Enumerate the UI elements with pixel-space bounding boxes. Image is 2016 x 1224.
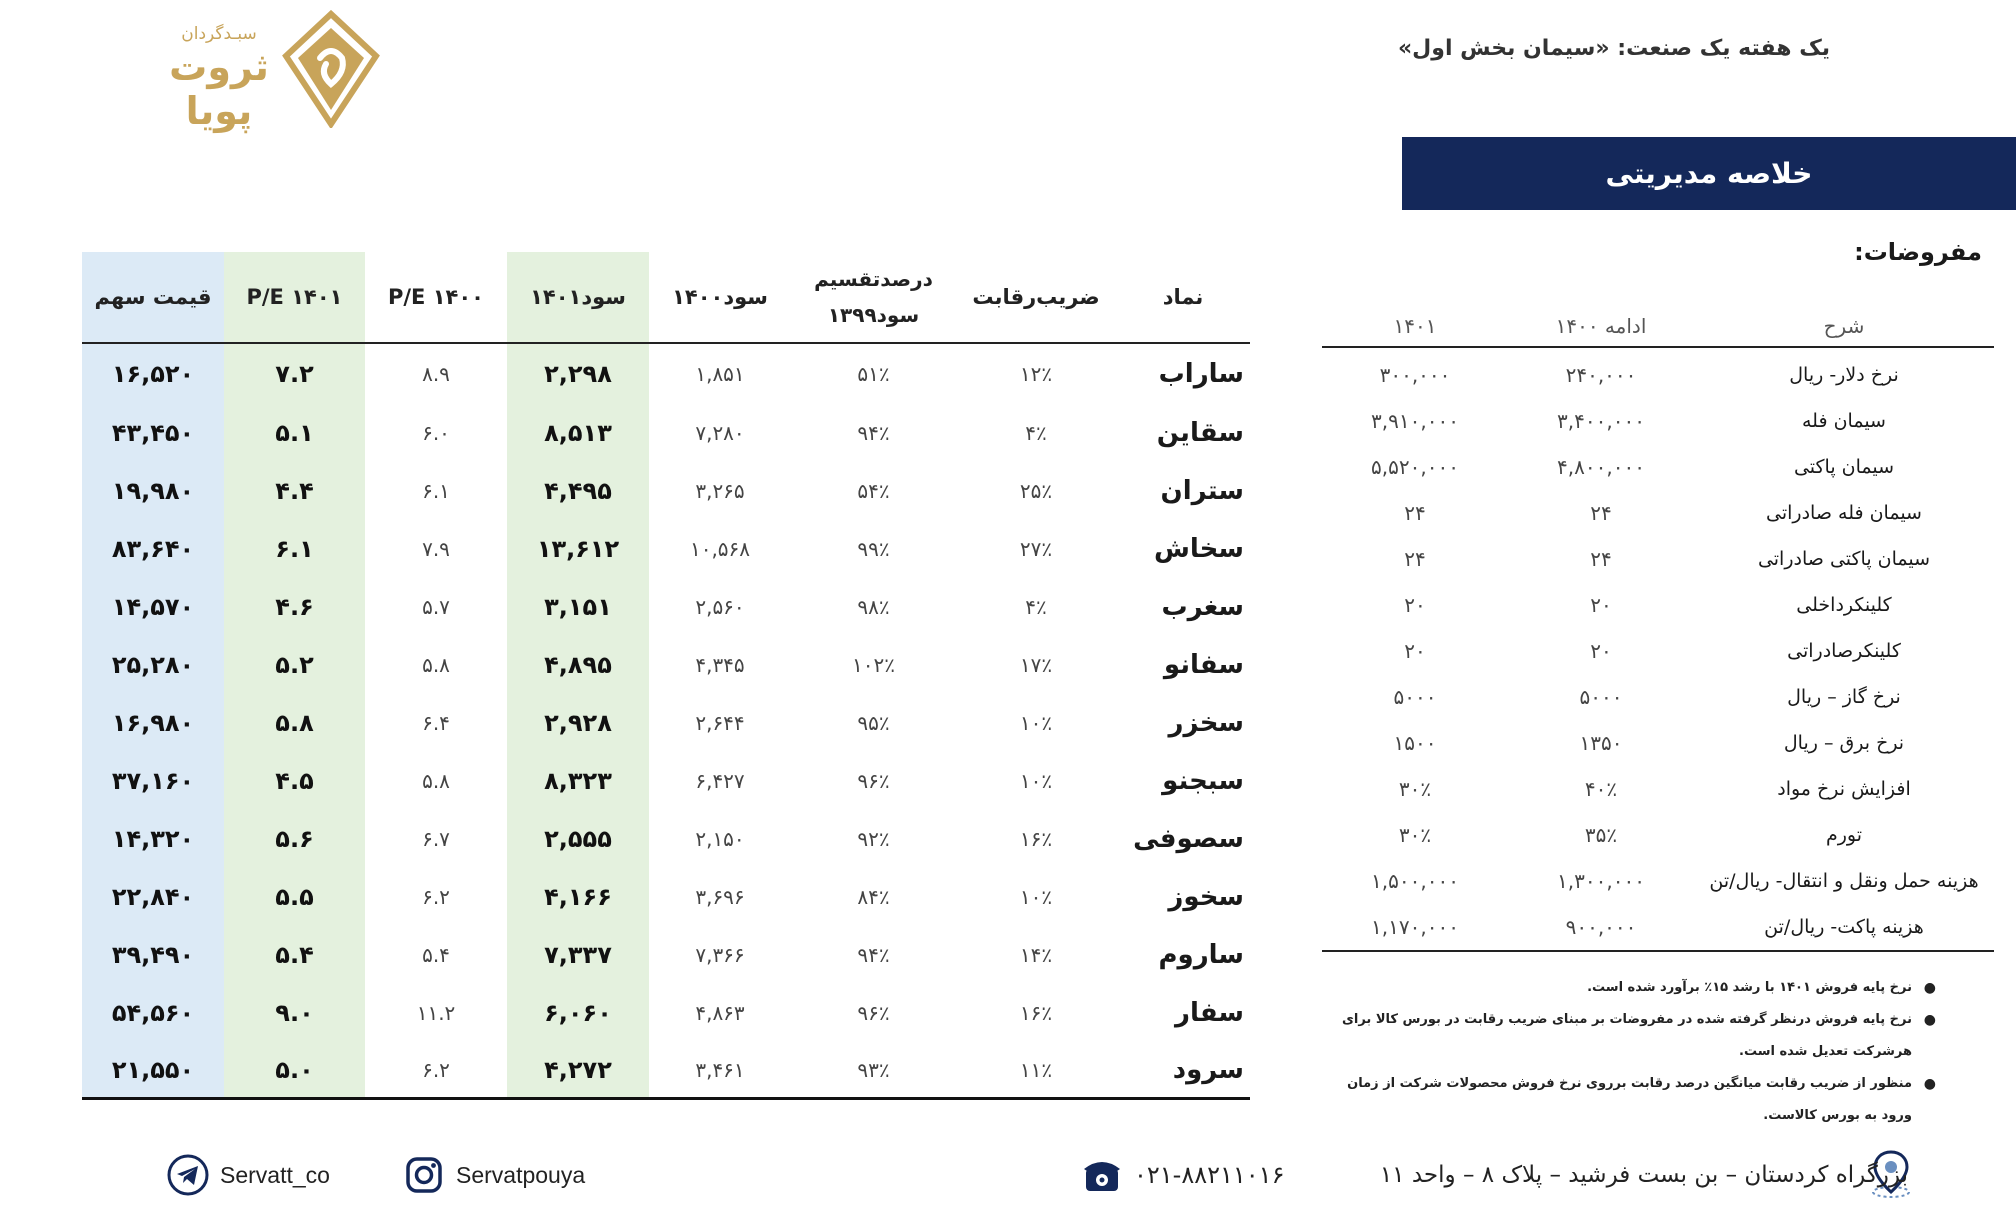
assumption-desc: نرخ دلار- ریال: [1789, 364, 1899, 386]
note-text: نرخ پایه فروش ۱۴۰۱ با رشد ۱۵٪ برآورد شده است.: [1587, 980, 1912, 995]
cell-price: ۱۴,۵۷۰: [82, 578, 224, 636]
cell-competition: ۱۰٪: [1019, 711, 1053, 735]
note-text: نرخ پایه فروش درنظر گرفته شده در مفروضات بر مبنای ضریب رقابت در بورس کالا برای هرشرکت تعدیل شده است.: [1341, 1012, 1912, 1059]
cell-profit-1401: ۴,۸۹۵: [507, 636, 649, 694]
cell-pe-1400: ۷.۹: [422, 537, 450, 561]
assumptions-bottom-rule: [1322, 950, 1994, 952]
assumption-1400: ۳,۴۰۰,۰۰۰: [1557, 409, 1645, 433]
assumption-desc: سیمان فله صادراتی: [1766, 502, 1922, 524]
cell-profit-1401: ۳,۱۵۱: [507, 578, 649, 636]
assumption-1401: ۱۵۰۰: [1393, 731, 1437, 755]
cell-dividend: ۹۸٪: [857, 595, 890, 619]
assumptions-row: [1322, 352, 1994, 398]
assumption-desc: سیمان پاکتی صادراتی: [1757, 548, 1931, 570]
assumption-1400: ۲۴۰,۰۰۰: [1565, 363, 1637, 387]
cell-profit-1400: ۷,۲۸۰: [695, 421, 745, 445]
cell-price: ۲۵,۲۸۰: [82, 636, 224, 694]
assumptions-row: [1322, 444, 1994, 490]
cell-dividend: ۵۴٪: [857, 479, 890, 503]
cell-profit-1400: ۴,۳۴۵: [695, 653, 745, 677]
cell-competition: ۱۴٪: [1019, 943, 1053, 967]
bullet-icon: ●: [1923, 1012, 1936, 1028]
assumption-1400: ۱۳۵۰: [1579, 731, 1623, 755]
header-dividend-line-2: سود۱۳۹۹: [827, 303, 920, 327]
footer-phone: ۰۲۱-۸۸۲۱۱۰۱۶: [1134, 1161, 1285, 1189]
cell-pe-1401: ۵.۲: [224, 636, 365, 694]
table-row: [82, 984, 1250, 1042]
cell-dividend: ۸۴٪: [857, 885, 890, 909]
cell-profit-1401: ۸,۳۲۳: [507, 752, 649, 810]
cell-dividend: ۹۳٪: [857, 1057, 890, 1082]
cell-profit-1400: ۳,۴۶۱: [695, 1057, 745, 1082]
logo-line-1: ثروت: [169, 45, 269, 89]
cell-dividend: ۹۶٪: [857, 1001, 890, 1025]
cell-price: ۵۴,۵۶۰: [82, 984, 224, 1042]
header-dividend: [791, 252, 956, 342]
table-row: [82, 752, 1250, 810]
company-logo: [160, 10, 380, 133]
assumptions-row: [1322, 812, 1994, 858]
cell-profit-1401: ۷,۳۳۷: [507, 926, 649, 984]
cell-pe-1400: ۶.۲: [422, 885, 450, 909]
table-row: [82, 926, 1250, 984]
assumptions-row: [1322, 858, 1994, 904]
cell-pe-1400: ۵.۷: [422, 595, 450, 619]
cell-dividend: ۹۶٪: [857, 769, 890, 793]
cell-price: ۱۴,۳۲۰: [82, 810, 224, 868]
header-profit-1400: سود۱۴۰۰: [672, 285, 768, 309]
assumption-1400: ۳۵٪: [1584, 823, 1618, 847]
cell-pe-1400: ۶.۱: [422, 479, 450, 503]
footer-address: بزرگراه کردستان – بن بست فرشید – پلاک ۸ – واحد ۱۱: [1379, 1162, 1908, 1188]
assumptions-title: مفروضات:: [1854, 238, 1982, 266]
cell-price: ۱۶,۵۲۰: [82, 344, 224, 404]
assumption-1401: ۲۴: [1404, 547, 1426, 571]
cell-profit-1401: ۶,۰۶۰: [507, 984, 649, 1042]
table-header-row: [82, 252, 1250, 344]
assumption-1401: ۱,۱۷۰,۰۰۰: [1371, 915, 1459, 939]
assumption-1401: ۳۰٪: [1398, 823, 1432, 847]
assumption-desc: هزینه پاکت- ریال/تن: [1764, 916, 1924, 938]
cell-pe-1400: ۶.۰: [422, 421, 450, 445]
cell-competition: ۱۶٪: [1019, 827, 1053, 851]
cell-pe-1400: ۶.۴: [422, 711, 450, 735]
assumption-1400: ۴۰٪: [1584, 777, 1618, 801]
assumption-desc: کلینکرصادراتی: [1787, 640, 1901, 662]
assumptions-header-1401: ۱۴۰۱: [1393, 314, 1437, 338]
cell-symbol: سفار: [1174, 998, 1244, 1028]
cell-pe-1401: ۵.۸: [224, 694, 365, 752]
cell-competition: ۲۵٪: [1019, 479, 1053, 503]
cell-profit-1400: ۶,۴۲۷: [695, 769, 745, 793]
table-row: [82, 810, 1250, 868]
note-item: [1328, 1004, 1936, 1068]
telephone-icon: [1080, 1153, 1124, 1197]
footer-telegram-link[interactable]: [156, 1150, 330, 1200]
assumption-1400: ۲۰: [1590, 593, 1612, 617]
footer-phone-block[interactable]: [1070, 1150, 1284, 1200]
cell-profit-1401: ۸,۵۱۳: [507, 404, 649, 462]
cell-pe-1401: ۵.۵: [224, 868, 365, 926]
cell-pe-1401: ۴.۵: [224, 752, 365, 810]
bullet-icon: ●: [1923, 980, 1936, 996]
cell-price: ۴۳,۴۵۰: [82, 404, 224, 462]
cell-competition: ۴٪: [1025, 595, 1047, 619]
cell-pe-1401: ۴.۶: [224, 578, 365, 636]
cell-pe-1401: ۷.۲: [224, 344, 365, 404]
cell-profit-1400: ۲,۵۶۰: [695, 595, 745, 619]
assumption-1401: ۲۴: [1404, 501, 1426, 525]
header-pe-1401: P/E ۱۴۰۱: [224, 252, 365, 342]
logo-wordmark: [160, 46, 278, 133]
cell-competition: ۱۷٪: [1019, 653, 1053, 677]
cell-price: ۳۷,۱۶۰: [82, 752, 224, 810]
cell-dividend: ۹۴٪: [857, 421, 890, 445]
assumptions-row: [1322, 674, 1994, 720]
footer-telegram: Servatt_co: [220, 1161, 330, 1188]
assumption-1400: ۲۴: [1590, 501, 1612, 525]
table-row: [82, 520, 1250, 578]
assumption-1401: ۵۰۰۰: [1393, 685, 1437, 709]
cell-dividend: ۹۲٪: [857, 827, 890, 851]
cell-price: ۸۳,۶۴۰: [82, 520, 224, 578]
cell-competition: ۲۷٪: [1019, 537, 1053, 561]
cell-profit-1401: ۴,۲۷۲: [507, 1042, 649, 1097]
cell-competition: ۱۰٪: [1019, 885, 1053, 909]
assumption-1400: ۴,۸۰۰,۰۰۰: [1557, 455, 1645, 479]
document-title: یک هفته یک صنعت: «سیمان بخش اول»: [1397, 36, 1830, 61]
cell-price: ۲۱,۵۵۰: [82, 1042, 224, 1097]
assumption-1400: ۹۰۰,۰۰۰: [1565, 915, 1637, 939]
cell-pe-1401: ۹.۰: [224, 984, 365, 1042]
assumptions-row: [1322, 398, 1994, 444]
cell-price: ۱۹,۹۸۰: [82, 462, 224, 520]
note-item: [1328, 972, 1936, 1004]
cell-pe-1401: ۶.۱: [224, 520, 365, 578]
cell-profit-1401: ۲,۵۵۵: [507, 810, 649, 868]
cell-competition: ۴٪: [1025, 421, 1047, 445]
cell-pe-1400: ۵.۸: [422, 769, 450, 793]
cell-pe-1400: ۶.۲: [422, 1057, 450, 1082]
assumption-desc: تورم: [1825, 824, 1863, 846]
cell-profit-1401: ۲,۹۲۸: [507, 694, 649, 752]
cell-symbol: ستران: [1160, 476, 1244, 506]
note-text: منظور از ضریب رقابت میانگین درصد رقابت برروی نرخ فروش محصولات شرکت از زمان ورود به بورس کالاست.: [1347, 1076, 1912, 1123]
assumption-desc: نرخ گاز – ریال: [1787, 686, 1901, 708]
cell-pe-1401: ۵.۶: [224, 810, 365, 868]
assumptions-row: [1322, 582, 1994, 628]
logo-subtitle: سبـدگردان: [181, 24, 257, 44]
instagram-icon: [402, 1153, 446, 1197]
cement-companies-table: [82, 252, 1250, 1100]
cell-profit-1400: ۲,۶۴۴: [695, 711, 745, 735]
cell-profit-1400: ۱۰,۵۶۸: [689, 537, 751, 561]
assumption-1401: ۱,۵۰۰,۰۰۰: [1371, 869, 1459, 893]
table-row: [82, 578, 1250, 636]
cell-symbol: سخزر: [1168, 708, 1244, 738]
table-row: [82, 1042, 1250, 1100]
cell-symbol: سفانو: [1163, 650, 1244, 680]
table-row: [82, 462, 1250, 520]
assumptions-row: [1322, 628, 1994, 674]
section-banner: خلاصه مدیریتی: [1402, 137, 2016, 210]
cell-pe-1400: ۱۱.۲: [416, 1001, 456, 1025]
cell-profit-1400: ۳,۶۹۶: [695, 885, 745, 909]
cell-pe-1401: ۵.۱: [224, 404, 365, 462]
cell-price: ۱۶,۹۸۰: [82, 694, 224, 752]
cell-dividend: ۹۴٪: [857, 943, 890, 967]
assumption-1401: ۵,۵۲۰,۰۰۰: [1371, 455, 1459, 479]
header-pe-1400: P/E ۱۴۰۰: [388, 285, 484, 309]
assumptions-row: [1322, 490, 1994, 536]
assumption-1401: ۲۰: [1404, 639, 1426, 663]
cell-symbol: سخوز: [1168, 882, 1244, 912]
footer-instagram-link[interactable]: [392, 1150, 585, 1200]
cell-profit-1401: ۴,۴۹۵: [507, 462, 649, 520]
telegram-icon: [166, 1153, 210, 1197]
cell-symbol: سغرب: [1161, 592, 1244, 622]
assumption-1401: ۲۰: [1404, 593, 1426, 617]
table-row: [82, 694, 1250, 752]
cell-competition: ۱۱٪: [1019, 1057, 1053, 1082]
header-symbol: نماد: [1162, 285, 1204, 309]
cell-profit-1401: ۱۳,۶۱۲: [507, 520, 649, 578]
assumption-1400: ۲۰: [1590, 639, 1612, 663]
table-row: [82, 636, 1250, 694]
assumption-1401: ۳۰٪: [1398, 777, 1432, 801]
cell-dividend: ۱۰۲٪: [852, 653, 895, 677]
cell-profit-1400: ۲,۱۵۰: [695, 827, 745, 851]
header-dividend-line-1: درصدتقسیم: [814, 267, 933, 291]
assumption-desc: سیمان فله: [1802, 410, 1886, 432]
cell-profit-1400: ۴,۸۶۳: [695, 1001, 745, 1025]
cell-profit-1401: ۴,۱۶۶: [507, 868, 649, 926]
header-price: قیمت سهم: [82, 252, 224, 342]
cell-dividend: ۵۱٪: [857, 362, 890, 386]
assumption-1400: ۱,۳۰۰,۰۰۰: [1557, 869, 1645, 893]
cell-pe-1400: ۶.۷: [422, 827, 450, 851]
header-profit-1401: سود۱۴۰۱: [507, 252, 649, 342]
cell-competition: ۱۰٪: [1019, 769, 1053, 793]
assumption-desc: سیمان پاکتی: [1793, 456, 1895, 478]
cell-symbol: سرود: [1172, 1054, 1244, 1085]
assumption-1401: ۳,۹۱۰,۰۰۰: [1371, 409, 1459, 433]
cell-symbol: سخاش: [1154, 534, 1244, 564]
table-row: [82, 404, 1250, 462]
table-row: [82, 868, 1250, 926]
assumption-desc: هزینه حمل ونقل و انتقال- ریال/تن: [1709, 870, 1979, 892]
assumption-1400: ۲۴: [1590, 547, 1612, 571]
cell-profit-1400: ۱,۸۵۱: [695, 362, 745, 386]
header-competition: ضریب‌رقابت: [972, 285, 1100, 309]
logo-emblem-icon: [280, 10, 382, 128]
footer-instagram: Servatpouya: [456, 1161, 586, 1188]
cell-pe-1401: ۴.۴: [224, 462, 365, 520]
cell-symbol: سقاین: [1156, 418, 1244, 448]
cell-pe-1400: ۸.۹: [422, 362, 450, 386]
assumption-1400: ۵۰۰۰: [1579, 685, 1623, 709]
bullet-icon: ●: [1923, 1076, 1936, 1092]
cell-pe-1400: ۵.۸: [422, 653, 450, 677]
assumption-desc: افزایش نرخ مواد: [1777, 778, 1911, 800]
assumption-1401: ۳۰۰,۰۰۰: [1379, 363, 1451, 387]
assumptions-header-desc: شرح: [1823, 314, 1865, 338]
cell-symbol: ساراب: [1158, 359, 1244, 389]
cell-pe-1401: ۵.۴: [224, 926, 365, 984]
assumptions-row: [1322, 766, 1994, 812]
assumption-desc: نرخ برق – ریال: [1783, 732, 1905, 754]
assumption-desc: کلینکرداخلی: [1796, 594, 1892, 616]
cell-price: ۳۹,۴۹۰: [82, 926, 224, 984]
logo-line-2: پویا: [185, 88, 253, 133]
cell-symbol: سصوفی: [1133, 824, 1244, 854]
cell-profit-1400: ۷,۳۶۶: [695, 943, 745, 967]
assumptions-header-1400: ادامه ۱۴۰۰: [1555, 314, 1647, 338]
assumptions-row: [1322, 720, 1994, 766]
notes-list: [1328, 972, 1936, 1132]
assumptions-row: [1322, 904, 1994, 950]
cell-symbol: ساروم: [1158, 940, 1244, 970]
assumptions-table: [1322, 296, 1994, 950]
cell-dividend: ۹۹٪: [857, 537, 890, 561]
cell-pe-1401: ۵.۰: [224, 1042, 365, 1097]
cell-symbol: سبجنو: [1162, 766, 1244, 796]
cell-pe-1400: ۵.۴: [422, 943, 450, 967]
assumptions-row: [1322, 536, 1994, 582]
cell-competition: ۱۲٪: [1019, 362, 1053, 386]
cell-competition: ۱۶٪: [1019, 1001, 1053, 1025]
cell-price: ۲۲,۸۴۰: [82, 868, 224, 926]
cell-profit-1400: ۳,۲۶۵: [695, 479, 745, 503]
note-item: [1328, 1068, 1936, 1132]
assumptions-header-row: [1322, 296, 1994, 348]
cell-profit-1401: ۲,۲۹۸: [507, 344, 649, 404]
cell-dividend: ۹۵٪: [857, 711, 890, 735]
table-row: [82, 344, 1250, 404]
